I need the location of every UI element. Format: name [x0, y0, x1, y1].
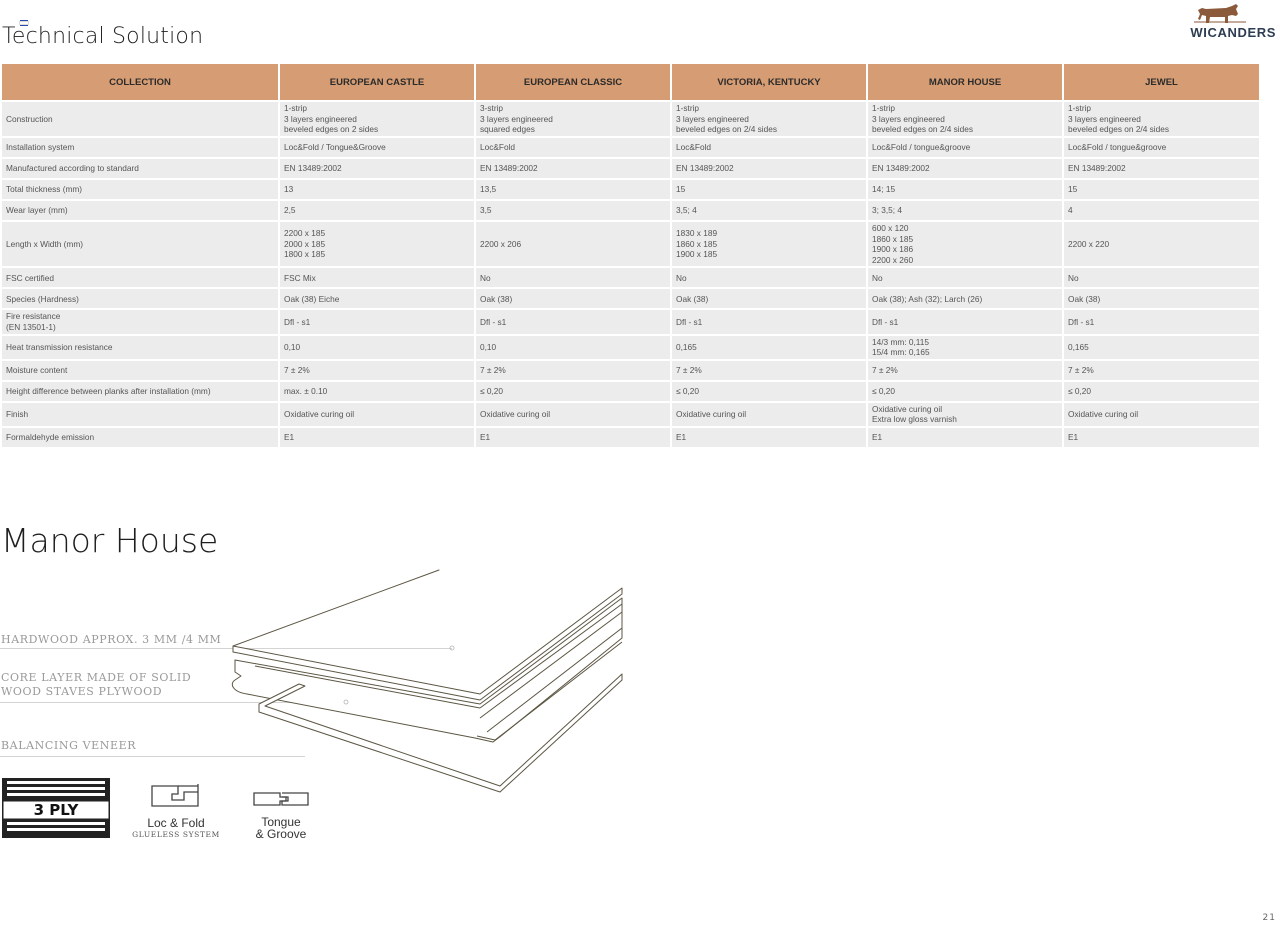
- row-label: Length x Width (mm): [2, 220, 280, 266]
- table-cell: No: [672, 266, 868, 287]
- table-cell: No: [476, 266, 672, 287]
- tongue-groove-caption: Tongue & Groove: [255, 815, 307, 841]
- row-label: Installation system: [2, 136, 280, 157]
- 3-ply-label: 3 PLY: [33, 801, 79, 819]
- row-label: Moisture content: [2, 359, 280, 380]
- column-header: JEWEL: [1064, 64, 1261, 100]
- table-row: [2, 334, 1261, 359]
- brand-name: WICANDERS: [1190, 25, 1276, 40]
- table-cell: ≤ 0,20: [476, 380, 672, 401]
- table-row: [2, 266, 1261, 287]
- row-label: Construction: [2, 100, 280, 136]
- table-cell: 3,5; 4: [672, 199, 868, 220]
- table-cell: 1-strip 3 layers engineered beveled edges on 2/4 sides: [868, 100, 1064, 136]
- table-cell: EN 13489:2002: [476, 157, 672, 178]
- table-row: [2, 199, 1261, 220]
- table-cell: 0,10: [476, 334, 672, 359]
- table-cell: 13,5: [476, 178, 672, 199]
- page-number: 21: [1262, 913, 1276, 923]
- row-label: Species (Hardness): [2, 287, 280, 308]
- table-cell: Loc&Fold / Tongue&Groove: [280, 136, 476, 157]
- table-cell: max. ± 0.10: [280, 380, 476, 401]
- row-label: Wear layer (mm): [2, 199, 280, 220]
- table-cell: 2200 x 220: [1064, 220, 1261, 266]
- tongue-groove-icon: [252, 791, 310, 807]
- table-cell: Dfl - s1: [476, 308, 672, 333]
- table-cell: 15: [1064, 178, 1261, 199]
- table-cell: 1-strip 3 layers engineered beveled edges on 2 sides: [280, 100, 476, 136]
- table-cell: 2,5: [280, 199, 476, 220]
- table-cell: Oxidative curing oil: [476, 401, 672, 426]
- table-cell: Oxidative curing oil Extra low gloss varnish: [868, 401, 1064, 426]
- table-body: [2, 100, 1261, 447]
- table-cell: Dfl - s1: [868, 308, 1064, 333]
- table-row: [2, 157, 1261, 178]
- spec-table: [2, 64, 1261, 447]
- table-cell: 1-strip 3 layers engineered beveled edges on 2/4 sides: [1064, 100, 1261, 136]
- loc-fold-caption: Loc & Fold GLUELESS SYSTEM: [132, 816, 220, 839]
- row-label: Finish: [2, 401, 280, 426]
- table-cell: 2200 x 206: [476, 220, 672, 266]
- table-cell: Loc&Fold / tongue&groove: [868, 136, 1064, 157]
- bull-icon: [1192, 2, 1248, 24]
- table-cell: 2200 x 185 2000 x 185 1800 x 185: [280, 220, 476, 266]
- table-cell: Dfl - s1: [672, 308, 868, 333]
- table-cell: EN 13489:2002: [868, 157, 1064, 178]
- row-label: Heat transmission resistance: [2, 334, 280, 359]
- table-cell: No: [1064, 266, 1261, 287]
- table-cell: 14/3 mm: 0,115 15/4 mm: 0,165: [868, 334, 1064, 359]
- table-row: [2, 426, 1261, 447]
- table-cell: EN 13489:2002: [672, 157, 868, 178]
- table-cell: No: [868, 266, 1064, 287]
- table-cell: 1-strip 3 layers engineered beveled edges on 2/4 sides: [672, 100, 868, 136]
- loc-fold-icon: [150, 782, 202, 810]
- column-header: VICTORIA, KENTUCKY: [672, 64, 868, 100]
- 3-ply-badge: [2, 778, 110, 838]
- table-cell: ≤ 0,20: [672, 380, 868, 401]
- row-label: Formaldehyde emission: [2, 426, 280, 447]
- table-cell: 0,10: [280, 334, 476, 359]
- table-row: [2, 220, 1261, 266]
- table-cell: EN 13489:2002: [1064, 157, 1261, 178]
- table-cell: 0,165: [1064, 334, 1261, 359]
- table-cell: 14; 15: [868, 178, 1064, 199]
- table-cell: Oak (38); Ash (32); Larch (26): [868, 287, 1064, 308]
- table-cell: Oxidative curing oil: [672, 401, 868, 426]
- table-cell: 7 ± 2%: [1064, 359, 1261, 380]
- column-header-collection: COLLECTION: [2, 64, 280, 100]
- hardwood-label: HARDWOOD APPROX. 3 MM /4 MM: [1, 633, 222, 646]
- table-cell: 15: [672, 178, 868, 199]
- table-cell: Dfl - s1: [1064, 308, 1261, 333]
- table-header-row: [2, 64, 1261, 100]
- plank-cross-section: [225, 566, 625, 794]
- table-cell: Oak (38): [1064, 287, 1261, 308]
- table-cell: FSC Mix: [280, 266, 476, 287]
- table-cell: EN 13489:2002: [280, 157, 476, 178]
- table-cell: Loc&Fold: [672, 136, 868, 157]
- table-cell: 7 ± 2%: [868, 359, 1064, 380]
- table-row: [2, 308, 1261, 333]
- page-title: Technical Solution: [2, 24, 204, 49]
- table-cell: ≤ 0,20: [1064, 380, 1261, 401]
- row-label: Total thickness (mm): [2, 178, 280, 199]
- table-cell: E1: [280, 426, 476, 447]
- table-cell: E1: [672, 426, 868, 447]
- table-cell: 3-strip 3 layers engineered squared edges: [476, 100, 672, 136]
- table-cell: ≤ 0,20: [868, 380, 1064, 401]
- table-cell: 1830 x 189 1860 x 185 1900 x 185: [672, 220, 868, 266]
- table-row: [2, 359, 1261, 380]
- table-cell: 3; 3,5; 4: [868, 199, 1064, 220]
- table-cell: 7 ± 2%: [672, 359, 868, 380]
- table-cell: Oak (38) Eiche: [280, 287, 476, 308]
- column-header: EUROPEAN CASTLE: [280, 64, 476, 100]
- table-cell: Oak (38): [672, 287, 868, 308]
- section-title: Manor House: [1, 521, 219, 560]
- row-label: Fire resistance (EN 13501-1): [2, 308, 280, 333]
- table-row: [2, 136, 1261, 157]
- table-cell: Loc&Fold / tongue&groove: [1064, 136, 1261, 157]
- table-cell: E1: [476, 426, 672, 447]
- table-cell: E1: [1064, 426, 1261, 447]
- table-cell: Oxidative curing oil: [1064, 401, 1261, 426]
- table-cell: Dfl - s1: [280, 308, 476, 333]
- table-row: [2, 287, 1261, 308]
- table-cell: Oak (38): [476, 287, 672, 308]
- column-header: EUROPEAN CLASSIC: [476, 64, 672, 100]
- balancing-veneer-label: BALANCING VENEER: [1, 739, 137, 752]
- row-label: FSC certified: [2, 266, 280, 287]
- table-cell: 4: [1064, 199, 1261, 220]
- table-cell: Loc&Fold: [476, 136, 672, 157]
- brand-logo: [1166, 2, 1276, 40]
- table-cell: 600 x 120 1860 x 185 1900 x 186 2200 x 260: [868, 220, 1064, 266]
- table-cell: 7 ± 2%: [476, 359, 672, 380]
- table-cell: 0,165: [672, 334, 868, 359]
- column-header: MANOR HOUSE: [868, 64, 1064, 100]
- table-cell: 7 ± 2%: [280, 359, 476, 380]
- row-label: Height difference between planks after installation (mm): [2, 380, 280, 401]
- table-row: [2, 401, 1261, 426]
- table-cell: 13: [280, 178, 476, 199]
- table-cell: Oxidative curing oil: [280, 401, 476, 426]
- table-cell: 3,5: [476, 199, 672, 220]
- table-cell: E1: [868, 426, 1064, 447]
- core-layer-label: CORE LAYER MADE OF SOLID WOOD STAVES PLYWOOD: [1, 671, 192, 698]
- table-row: [2, 178, 1261, 199]
- row-label: Manufactured according to standard: [2, 157, 280, 178]
- table-row: [2, 100, 1261, 136]
- table-row: [2, 380, 1261, 401]
